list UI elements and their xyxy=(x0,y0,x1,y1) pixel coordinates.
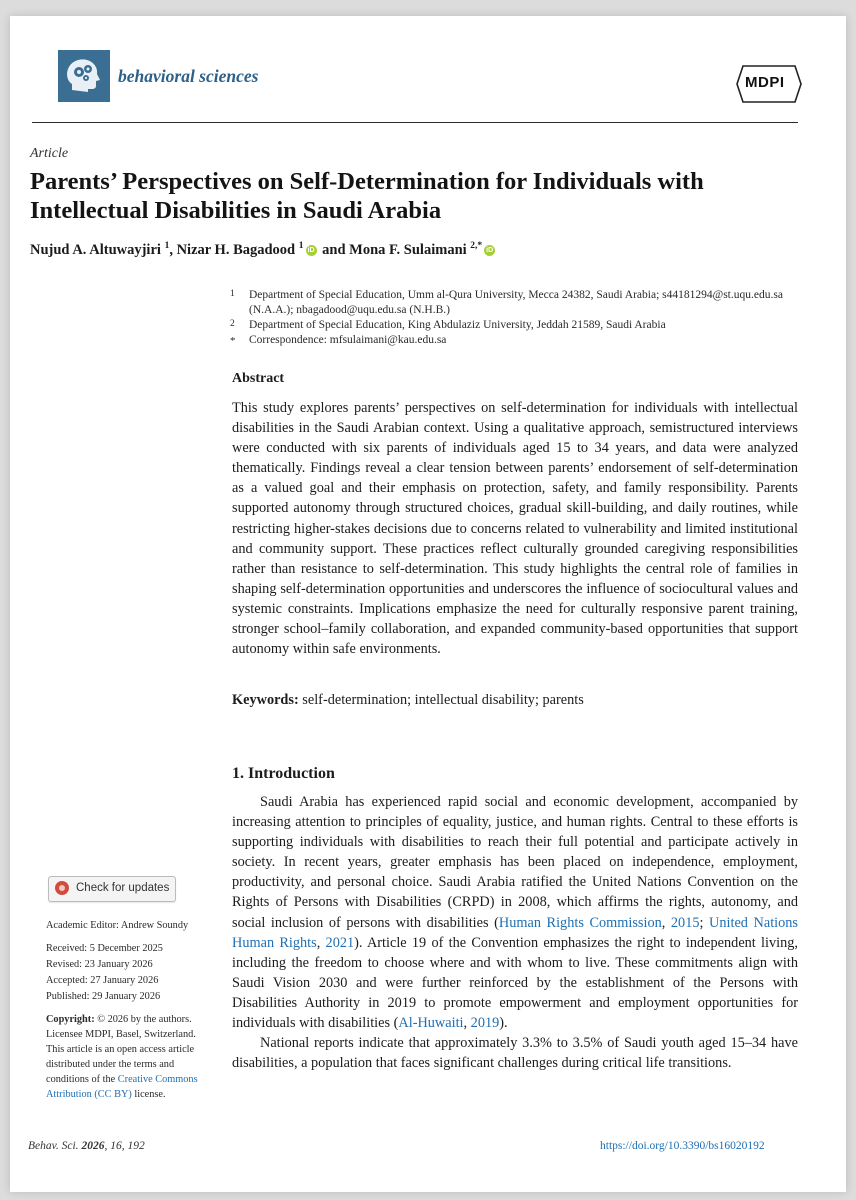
copyright-notice: Copyright: © 2026 by the authors. Licensee MDPI, Basel, Switzerland. This article is an open access article distributed under the terms and conditions of the Creative Commons Attribution (CC BY) license. xyxy=(46,1014,198,1100)
paragraph: Saudi Arabia has experienced rapid social and economic development, accompanied by increasing attention to principles of equality, justice, and human rights. Central to these efforts is supporting individuals with disabilities to reach their full potential and participate actively in society. In recent years, greater emphasis has been placed on independence, employment, productivity, and personal choice. Saudi Arabia ratified the United Nations Convention on the Rights of Persons with Disabilities (CRPD) in 2008, which affirms the rights, autonomy, and social inclusion of persons with disabilities (Human Rights Commission, 2015; United Nations Human Rights, 2021). Article 19 of the Convention emphasizes the right to independent living, including the freedom to choose where and with whom to live. These commitments align with Saudi Vision 2030 and were further reinforced by the establishment of the Persons with Disabilities Authority in 2019 to promote empowerment and employment opportunities for individuals with disabilities (Al-Huwaiti, 2019). xyxy=(232,794,799,1032)
citation-link[interactable]: Al-Huwaiti, 2019 xyxy=(398,1015,500,1032)
abstract-heading: Abstract xyxy=(232,371,285,386)
crossmark-icon xyxy=(55,881,69,895)
author[interactable]: Nujud A. Altuwayjiri $^1$ xyxy=(30,241,170,258)
orcid-icon[interactable]: iD xyxy=(486,247,494,254)
affiliations xyxy=(230,288,790,348)
journal-name[interactable]: behavioral sciences xyxy=(118,66,259,86)
journal-logo[interactable] xyxy=(58,50,110,102)
academic-editor: Academic Editor: Andrew Soundy xyxy=(46,920,189,931)
orcid-icon[interactable]: iD xyxy=(307,247,315,254)
license-link[interactable]: Creative Commons Attribution (CC BY) xyxy=(46,1074,198,1100)
citation-link[interactable]: Human Rights Commission, 2015 xyxy=(498,914,700,931)
received-date: Received: 5 December 2025 xyxy=(46,943,163,954)
introduction-body xyxy=(232,792,798,1073)
head-gears-icon xyxy=(58,50,110,102)
correspondence-line: * Correspondence: mfsulaimani@kau.edu.sa xyxy=(230,334,447,347)
citation-footer: Behav. Sci. 2026, 16, 192 xyxy=(28,1140,145,1152)
doi-link[interactable]: https://doi.org/10.3390/bs16020192 xyxy=(600,1140,765,1152)
abstract-text: This study explores parents’ perspectives on self-determination for individuals with intellectual disabilities in the Saudi Arabian context. Using a qualitative approach, semistructured interviews were conducted with six parents of individuals aged 15 to 34 years, and data were analyzed thematically. Findings reveal a clear tension between parents’ endorsement of self-determination as a valued goal and their emphasis on protection, safety, and family responsibility. Parents supported autonomy through structured choices, gradual skill-building, and daily routines, while restricting higher-stakes decisions due to concerns related to vulnerability and limited institutional and community support. These practices reflect culturally grounded caregiving responsibilities rather than resistance to self-determination. This study highlights the central role of families in shaping self-determination opportunities and underscores the influence of sociocultural values and systemic constraints. Implications emphasize the need for culturally responsive parent training, stronger school–family collaboration, and expanded community-based opportunities that support autonomy within safe environments. xyxy=(232,400,798,658)
accepted-date: Accepted: 27 January 2026 xyxy=(46,975,159,986)
article-title: Parents’ Perspectives on Self-Determination for Individuals with Intellectual Disabilities in Saudi Arabia xyxy=(30,168,704,224)
author-list: Nujud A. Altuwayjiri $^1$, Nizar H. Bagadood $^1$ iD and Mona F. Sulaimani $^{2,*}$ iD xyxy=(30,241,494,258)
author[interactable]: Nizar H. Bagadood $^1$ xyxy=(176,241,304,258)
paragraph: National reports indicate that approximately 3.3% to 3.5% of Saudi youth aged 15–34 have disabilities, a population that faces significant challenges during critical life transitions. xyxy=(232,1035,798,1072)
affiliation-item: 2 Department of Special Education, King Abdulaziz University, Jeddah 21589, Saudi Arabia xyxy=(230,319,666,331)
check-for-updates-button[interactable]: Check for updates xyxy=(48,876,176,902)
section-heading: 1. Introduction xyxy=(232,765,335,782)
keywords-value: self-determination; intellectual disability; parents xyxy=(302,692,584,708)
keywords-line xyxy=(232,692,798,709)
citation-link[interactable]: United Nations Human Rights, 2021 xyxy=(232,914,799,951)
mdpi-logo[interactable] xyxy=(735,62,803,106)
affiliation-item: 1 Department of Special Education, Umm al-Qura University, Mecca 24382, Saudi Arabia; s44181294@st.uqu.edu.sa (N.A.A.); nbagadood@uqu.edu.sa (N.H.B.) xyxy=(230,289,783,316)
publisher-name: MDPI xyxy=(745,74,785,91)
keywords-label: Keywords: xyxy=(232,692,299,708)
author[interactable]: Mona F. Sulaimani $^{2,*}$ xyxy=(349,241,483,258)
revised-date: Revised: 23 January 2026 xyxy=(46,959,153,970)
article-type: Article xyxy=(30,146,69,161)
published-date: Published: 29 January 2026 xyxy=(46,991,161,1002)
header-divider xyxy=(32,122,798,123)
